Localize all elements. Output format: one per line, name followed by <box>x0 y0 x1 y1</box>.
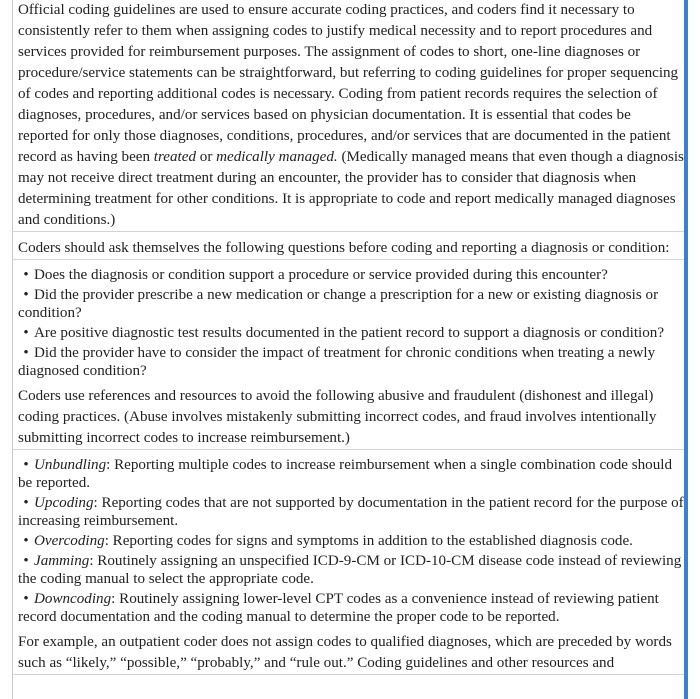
bullet-icon: • <box>23 325 29 341</box>
list-item-overcoding <box>18 532 684 550</box>
term-treated: treated <box>153 149 196 165</box>
list-item-jamming <box>18 552 684 588</box>
questions-list <box>12 266 684 380</box>
paragraph-guidelines <box>12 0 684 232</box>
paragraph-abuse-fraud: Coders use references and resources to avoid the following abusive and fraudulent (dishonest and illegal) coding practices. (Abuse involves mistakenly submitting incorrect codes, and fraud involves intentionally submitting incorrect codes to increase reimbursement.) <box>12 386 684 450</box>
bullet-icon: • <box>23 495 29 511</box>
practice-term: Unbundling <box>34 457 107 473</box>
practice-term: Jamming <box>34 553 90 569</box>
list-item-upcoding <box>18 494 684 530</box>
paragraph-questions-intro: Coders should ask themselves the following questions before coding and reporting a diagnosis or condition: <box>12 238 684 260</box>
list-item <box>18 344 684 380</box>
list-item <box>18 324 684 342</box>
practice-text: : Reporting codes for signs and symptoms in addition to the established diagnosis code. <box>104 533 633 549</box>
list-item-unbundling <box>18 456 684 492</box>
list-item-text: Did the provider have to consider the impact of treatment for chronic conditions when treating a newly diagnosed condition? <box>18 345 656 379</box>
practice-text: : Reporting codes that are not supported by documentation in the patient record for the purpose of increasing reimbursement. <box>18 495 684 529</box>
bullet-icon: • <box>23 267 29 283</box>
practice-text: : Routinely assigning lower-level CPT codes as a convenience instead of reviewing patient record documentation and the coding manual to determine the proper code to be reported. <box>18 591 659 625</box>
scrollbar[interactable] <box>684 0 688 699</box>
practice-term: Downcoding <box>34 591 112 607</box>
list-item-text: Does the diagnosis or condition support a procedure or service provided during this encounter? <box>34 267 608 283</box>
list-item-text: Did the provider prescribe a new medication or change a prescription for a new or existing diagnosis or condition? <box>18 287 659 321</box>
list-item-downcoding <box>18 590 684 626</box>
practice-term: Overcoding <box>34 533 105 549</box>
paragraph-guidelines-or: or <box>196 149 217 165</box>
paragraph-example: For example, an outpatient coder does not assign codes to qualified diagnoses, which are preceded by words such as “likely,” “possible,” “probably,” and “rule out.” Coding guidelines and other resources and <box>12 632 684 675</box>
list-item <box>18 286 684 322</box>
bullet-icon: • <box>23 287 29 303</box>
practice-text: : Reporting multiple codes to increase reimbursement when a single combination code should be reported. <box>18 457 673 491</box>
paragraph-guidelines-text-1: Official coding guidelines are used to ensure accurate coding practices, and coders find it necessary to consistently refer to them when assigning codes to justify medical necessity and to report procedures and services provided for reimbursement purposes. The assignment of codes to short, one-line diagnoses or procedure/service statements can be straightforward, but referring to coding guidelines for proper sequencing of codes and reporting additional codes is necessary. Coding from patient records requires the selection of diagnoses, procedures, and/or services based on physician documentation. It is essential that codes be reported for only those diagnoses, conditions, procedures, and/or services that are documented in the patient record as having been <box>18 2 679 165</box>
list-item-text: Are positive diagnostic test results documented in the patient record to support a diagnosis or condition? <box>34 325 665 341</box>
practice-text: : Routinely assigning an unspecified ICD-9-CM or ICD-10-CM disease code instead of reviewing the coding manual to select the appropriate code. <box>18 553 682 587</box>
term-medically-managed: medically managed. <box>216 149 338 165</box>
practice-term: Upcoding <box>34 495 94 511</box>
bullet-icon: • <box>23 533 29 549</box>
list-item <box>18 266 684 284</box>
practices-list <box>12 456 684 626</box>
paragraph-guidelines-text-2: (Medically managed means that even though a diagnosis may not receive direct treatment during an encounter, the provider has to consider that diagnosis when determining treatment for other conditions. It is appropriate to code and report medically managed diagnoses and conditions.) <box>18 149 684 228</box>
bullet-icon: • <box>23 553 29 569</box>
document-body <box>12 0 684 699</box>
bullet-icon: • <box>23 457 29 473</box>
bullet-icon: • <box>23 345 29 361</box>
bullet-icon: • <box>23 591 29 607</box>
